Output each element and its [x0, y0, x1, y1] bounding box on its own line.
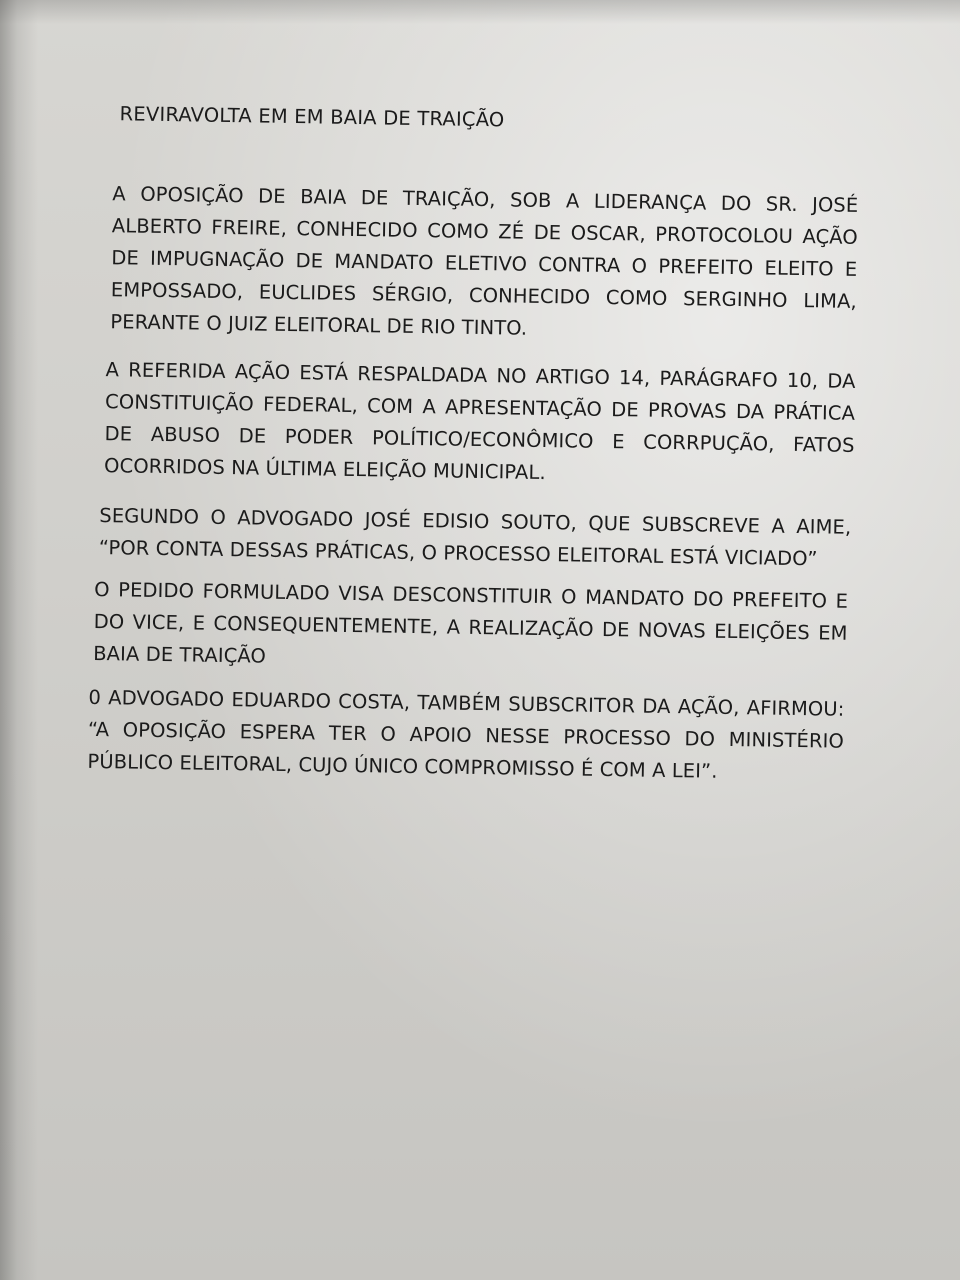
paragraph-legal-basis: A REFERIDA AÇÃO ESTÁ RESPALDADA NO ARTIGO 14, PARÁGRAFO 10, DA CONSTITUIÇÃO FEDERAL, COM A APRESENTAÇÃO DE PROVAS DA PRÁTICA DE ABUSO DE PODER POLÍTICO/ECONÔMICO E CORRPUÇÃO, FATOS OCORRIDOS NA ÚLTIMA ELEIÇÃO MUNICIPAL. [103, 358, 856, 485]
paragraph-lawyer-statement: SEGUNDO O ADVOGADO JOSÉ EDISIO SOUTO, QUE SUBSCREVE A AIME, “POR CONTA DESSAS PRÁTICAS, O PROCESSO ELEITORAL ESTÁ VICIADO” [98, 504, 852, 571]
document-title: REVIRAVOLTA EM EM BAIA DE TRAIÇÃO [119, 102, 505, 132]
page-top-shadow [0, 0, 960, 24]
paragraph-second-lawyer-quote: 0 ADVOGADO EDUARDO COSTA, TAMBÉM SUBSCRITOR DA AÇÃO, AFIRMOU: “A OPOSIÇÃO ESPERA TER O APOIO NESSE PROCESSO DO MINISTÉRIO PÚBLICO ELEITORAL, CUJO ÚNICO COMPROMISSO É COM A LEI”. [87, 685, 845, 783]
page-left-shadow [0, 0, 38, 1280]
printed-sheet [87, 92, 870, 783]
paragraph-opposition-action: A OPOSIÇÃO DE BAIA DE TRAIÇÃO, SOB A LIDERANÇA DO SR. JOSÉ ALBERTO FREIRE, CONHECIDO COMO ZÉ DE OSCAR, PROTOCOLOU AÇÃO DE IMPUGNAÇÃO DE MANDATO ELETIVO CONTRA O PREFEITO ELEITO E EMPOSSADO, EUCLIDES SÉRGIO, CONHECIDO COMO SERGINHO LIMA, PERANTE O JUIZ ELEITORAL DE RIO TINTO. [110, 182, 859, 340]
paragraph-request: O PEDIDO FORMULADO VISA DESCONSTITUIR O MANDATO DO PREFEITO E DO VICE, E CONSEQUENTEMENTE, A REALIZAÇÃO DE NOVAS ELEIÇÕES EM BAIA DE TRAIÇÃO [92, 577, 849, 668]
